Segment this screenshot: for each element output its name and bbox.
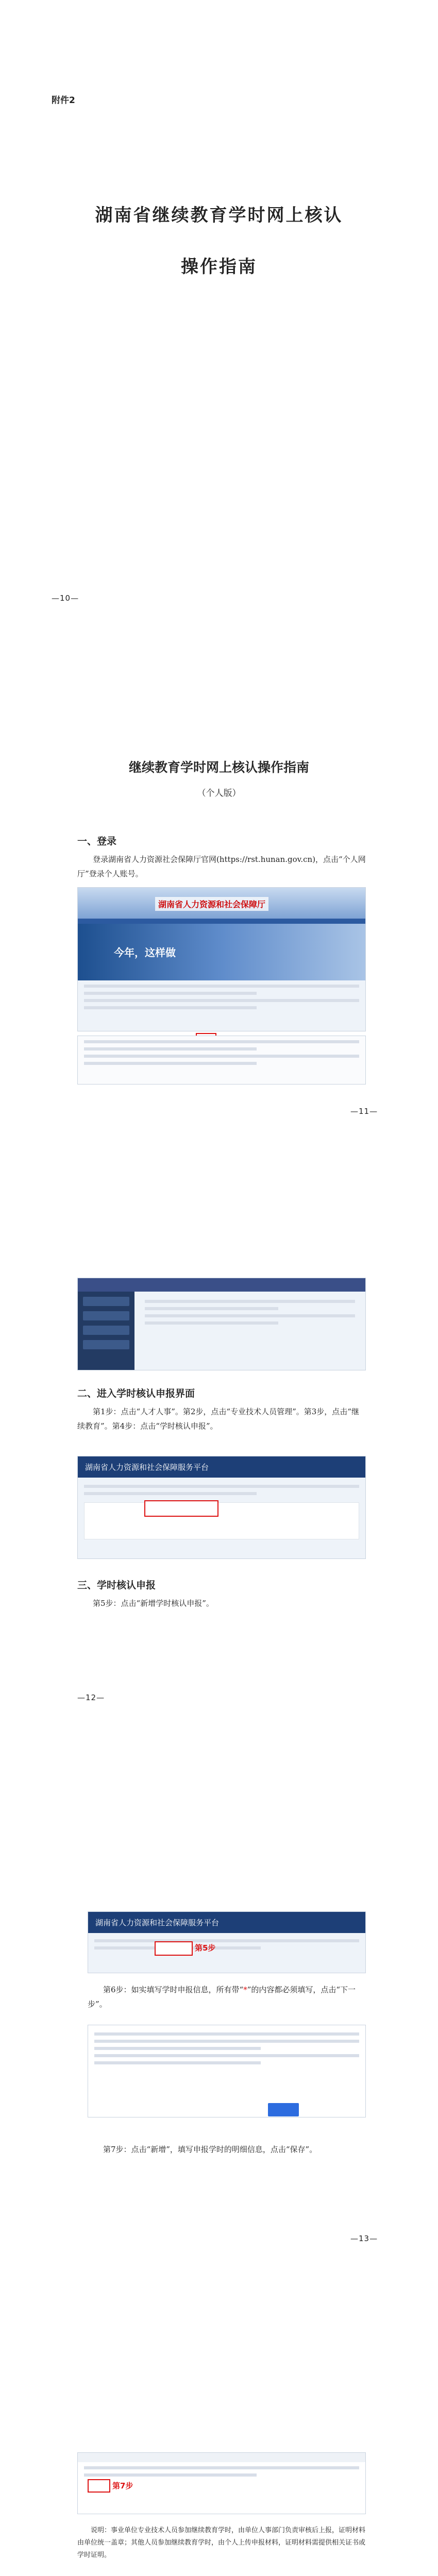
- paragraph-enter: 第1步：点击“人才人事”。第2步，点击“专业技术人员管理”。第3步，点击“继续教育”。第4步：点击“学时核认申报”。: [77, 1407, 359, 1431]
- banner-text: 今年，这样做: [114, 946, 176, 959]
- system-name: 湖南省人力资源和社会保障服务平台: [95, 1918, 220, 1927]
- content-line: [145, 1300, 355, 1303]
- form-line: [94, 2040, 359, 2043]
- add-detail-highlight[interactable]: [88, 2479, 110, 2493]
- step6-text-b: ”的内容都必须填写，点击“下一步”。: [88, 1985, 356, 2009]
- paragraph-note: 说明：事业单位专业技术人员参加继续教育学时，由单位人事部门负责审核后上报，证明材料由单位统一盖章；其他人员参加继续教育学时，由个人上传申报材料，证明材料需提供相关证书或学时证明。: [77, 2527, 366, 2559]
- paragraph-step7: 第7步：点击“新增”，填写申报学时的明细信息，点击“保存”。: [103, 2145, 317, 2154]
- new-button-highlight[interactable]: [155, 1941, 193, 1956]
- content-line: [145, 1314, 355, 1317]
- required-star: *: [243, 1985, 247, 1994]
- content-line: [145, 1307, 278, 1310]
- portal-name: 湖南省人力资源和社会保障厅: [155, 897, 268, 911]
- page-number-13: —13—: [350, 2234, 378, 2243]
- heading-apply: 三、学时核认申报: [77, 1580, 156, 1591]
- guide-subtitle: （个人版）: [197, 788, 241, 799]
- content-line: [84, 1492, 257, 1495]
- declaration-list: [84, 1502, 359, 1539]
- step7-label: 第7步: [112, 2481, 133, 2490]
- form-line: [94, 2061, 261, 2064]
- step5-label: 第5步: [195, 1943, 216, 1953]
- content-line: [145, 1321, 278, 1325]
- content-line: [84, 999, 359, 1002]
- new-declaration-highlight[interactable]: [144, 1500, 218, 1517]
- content-line: [84, 1047, 257, 1050]
- heading-enter: 二、进入学时核认申报界面: [77, 1388, 195, 1399]
- screenshot-declaration-page: [77, 1456, 366, 1559]
- content-line: [94, 1939, 359, 1942]
- system-header: [88, 1912, 365, 1933]
- screenshot-declaration-form: [88, 2025, 366, 2117]
- sidebar-item[interactable]: [83, 1326, 129, 1335]
- page-number-10: —10—: [52, 594, 79, 603]
- paragraph-login: 登录湖南省人力资源社会保障厅官网(https://rst.hunan.gov.cn)，点击“个人网厅”登录个人账号。: [77, 855, 366, 878]
- sidebar-item[interactable]: [83, 1297, 129, 1306]
- hall-header: [78, 1278, 365, 1292]
- document-title-line1: 湖南省继续教育学时网上核认: [95, 205, 343, 226]
- content-line: [84, 1055, 359, 1058]
- next-step-button[interactable]: [268, 2103, 299, 2116]
- sidebar-item[interactable]: [83, 1340, 129, 1349]
- form-line: [94, 2054, 359, 2057]
- page-number-12: —12—: [77, 1693, 105, 1702]
- screenshot-portal-home: [77, 887, 366, 1031]
- heading-login: 一、登录: [77, 836, 117, 847]
- content-line: [84, 992, 257, 995]
- annex-label: 附件2: [52, 95, 75, 106]
- form-line: [94, 2032, 359, 2036]
- portal-banner: [78, 924, 365, 980]
- content-line: [84, 2473, 257, 2477]
- form-line: [94, 2047, 261, 2050]
- screenshot-portal-links: [77, 1036, 366, 1084]
- content-line: [84, 985, 359, 988]
- document-title-line2: 操作指南: [181, 257, 257, 277]
- list-header: [78, 2453, 365, 2462]
- hall-sidebar: [78, 1292, 134, 1370]
- content-line: [84, 1006, 257, 1009]
- portal-header: [78, 888, 365, 919]
- system-header: [78, 1456, 365, 1478]
- paragraph-step6: [88, 1982, 366, 2011]
- content-line: [84, 1062, 257, 1065]
- screenshot-new-declaration: [88, 1911, 366, 1973]
- paragraph-apply: 第5步：点击“新增学时核认申报”。: [93, 1599, 214, 1608]
- step6-text-a: 第6步：如实填写学时申报信息，所有带“: [103, 1985, 244, 1994]
- content-line: [84, 1040, 359, 1043]
- screenshot-personal-hall: [77, 1278, 366, 1370]
- page-number-11: —11—: [350, 1107, 378, 1116]
- guide-title: 继续教育学时网上核认操作指南: [128, 760, 309, 775]
- system-name: 湖南省人力资源和社会保障服务平台: [85, 1463, 209, 1472]
- sidebar-item[interactable]: [83, 1311, 129, 1320]
- portal-nav-bar: [78, 919, 365, 924]
- content-line: [84, 2466, 359, 2469]
- content-line: [84, 1485, 359, 1488]
